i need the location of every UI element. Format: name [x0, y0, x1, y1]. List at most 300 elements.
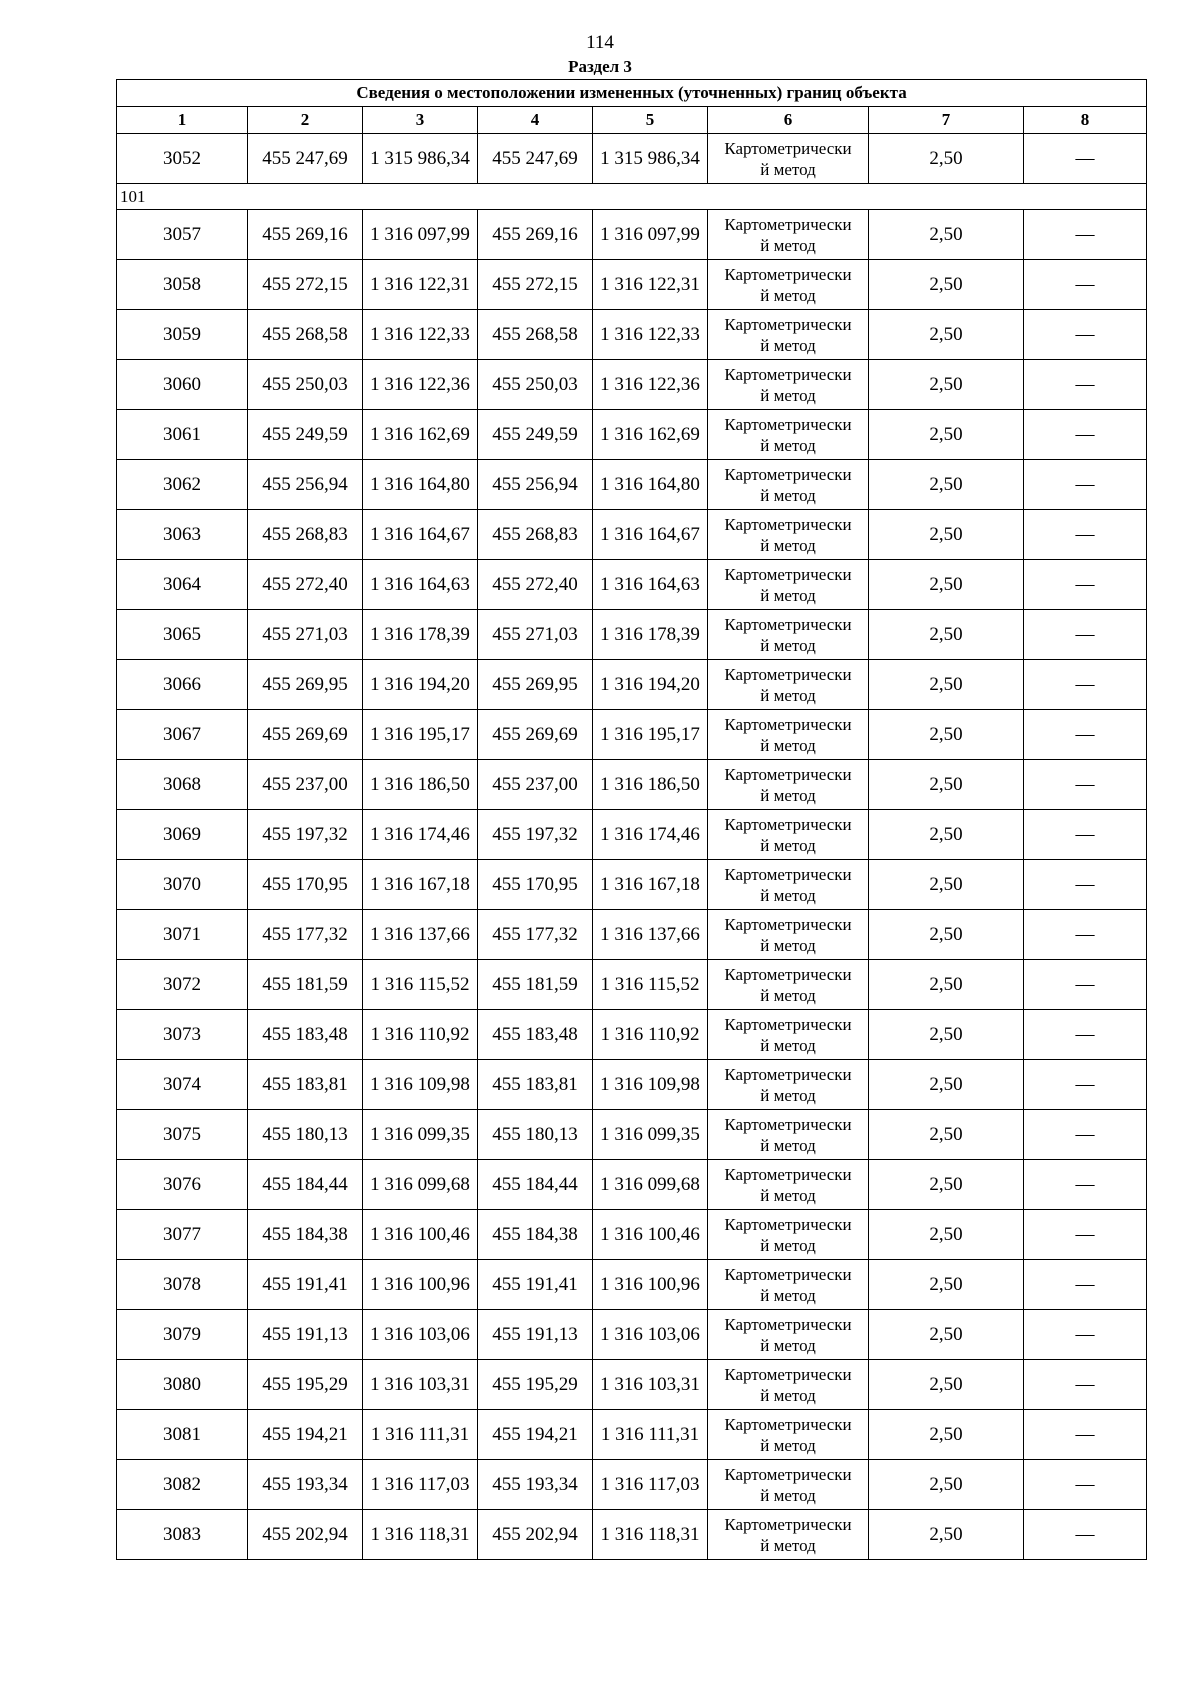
- x-new-cell: 455 250,03: [478, 360, 593, 410]
- method-line-1: Картометрически: [724, 814, 852, 834]
- accuracy-cell: 2,50: [869, 860, 1024, 910]
- table-row: [117, 1510, 1147, 1560]
- column-number: 7: [869, 107, 1024, 134]
- x-old-cell: 455 194,21: [248, 1410, 363, 1460]
- x-new-cell: 455 269,69: [478, 710, 593, 760]
- y-new-cell: 1 316 167,18: [593, 860, 708, 910]
- point-number-cell: 3065: [117, 610, 248, 660]
- y-old-cell: 1 316 162,69: [363, 410, 478, 460]
- x-old-cell: 455 191,13: [248, 1310, 363, 1360]
- accuracy-cell: 2,50: [869, 510, 1024, 560]
- method-cell: [708, 1010, 869, 1060]
- accuracy-cell: 2,50: [869, 1310, 1024, 1360]
- point-number-cell: 3082: [117, 1460, 248, 1510]
- y-old-cell: 1 316 174,46: [363, 810, 478, 860]
- method-line-2: й метод: [760, 1285, 816, 1305]
- accuracy-cell: 2,50: [869, 1510, 1024, 1560]
- x-old-cell: 455 177,32: [248, 910, 363, 960]
- method-line-1: Картометрически: [724, 864, 852, 884]
- method-line-2: й метод: [760, 235, 816, 255]
- note-cell: —: [1024, 1460, 1147, 1510]
- method-line-1: Картометрически: [724, 764, 852, 784]
- point-number-cell: 3069: [117, 810, 248, 860]
- table-row: [117, 510, 1147, 560]
- accuracy-cell: 2,50: [869, 1210, 1024, 1260]
- x-old-cell: 455 272,15: [248, 260, 363, 310]
- note-cell: —: [1024, 1360, 1147, 1410]
- point-number-cell: 3052: [117, 134, 248, 184]
- method-line-1: Картометрически: [724, 314, 852, 334]
- note-cell: —: [1024, 134, 1147, 184]
- x-old-cell: 455 184,38: [248, 1210, 363, 1260]
- table-row: [117, 260, 1147, 310]
- note-cell: —: [1024, 660, 1147, 710]
- point-number-cell: 3080: [117, 1360, 248, 1410]
- y-old-cell: 1 316 118,31: [363, 1510, 478, 1560]
- x-new-cell: 455 195,29: [478, 1360, 593, 1410]
- method-line-2: й метод: [760, 935, 816, 955]
- y-new-cell: 1 316 164,67: [593, 510, 708, 560]
- note-cell: —: [1024, 410, 1147, 460]
- table-row: [117, 910, 1147, 960]
- note-cell: —: [1024, 960, 1147, 1010]
- method-line-1: Картометрически: [724, 1214, 852, 1234]
- method-cell: [708, 610, 869, 660]
- point-number-cell: 3059: [117, 310, 248, 360]
- note-cell: —: [1024, 560, 1147, 610]
- table-row: [117, 1310, 1147, 1360]
- x-old-cell: 455 269,69: [248, 710, 363, 760]
- method-line-2: й метод: [760, 1035, 816, 1055]
- method-cell: [708, 1310, 869, 1360]
- y-new-cell: 1 316 111,31: [593, 1410, 708, 1460]
- note-cell: —: [1024, 1210, 1147, 1260]
- x-old-cell: 455 269,95: [248, 660, 363, 710]
- y-new-cell: 1 316 118,31: [593, 1510, 708, 1560]
- x-old-cell: 455 269,16: [248, 210, 363, 260]
- method-line-1: Картометрически: [724, 564, 852, 584]
- x-old-cell: 455 249,59: [248, 410, 363, 460]
- method-line-1: Картометрически: [724, 1314, 852, 1334]
- x-old-cell: 455 268,58: [248, 310, 363, 360]
- note-cell: —: [1024, 260, 1147, 310]
- y-new-cell: 1 316 122,33: [593, 310, 708, 360]
- method-line-1: Картометрически: [724, 714, 852, 734]
- column-number: 4: [478, 107, 593, 134]
- table-row: [117, 360, 1147, 410]
- y-old-cell: 1 316 117,03: [363, 1460, 478, 1510]
- note-cell: —: [1024, 510, 1147, 560]
- x-new-cell: 455 247,69: [478, 134, 593, 184]
- method-line-1: Картометрически: [724, 1414, 852, 1434]
- point-number-cell: 3060: [117, 360, 248, 410]
- x-old-cell: 455 202,94: [248, 1510, 363, 1560]
- y-old-cell: 1 316 164,67: [363, 510, 478, 560]
- table-body: [117, 134, 1147, 1560]
- table-row: [117, 1360, 1147, 1410]
- point-number-cell: 3062: [117, 460, 248, 510]
- note-cell: —: [1024, 210, 1147, 260]
- point-number-cell: 3079: [117, 1310, 248, 1360]
- point-number-cell: 3083: [117, 1510, 248, 1560]
- y-new-cell: 1 316 178,39: [593, 610, 708, 660]
- accuracy-cell: 2,50: [869, 610, 1024, 660]
- column-number: 6: [708, 107, 869, 134]
- y-new-cell: 1 316 164,63: [593, 560, 708, 610]
- method-line-2: й метод: [760, 485, 816, 505]
- method-cell: [708, 1460, 869, 1510]
- x-old-cell: 455 180,13: [248, 1110, 363, 1160]
- x-new-cell: 455 193,34: [478, 1460, 593, 1510]
- x-new-cell: 455 184,38: [478, 1210, 593, 1260]
- method-cell: [708, 810, 869, 860]
- y-old-cell: 1 316 103,06: [363, 1310, 478, 1360]
- note-cell: —: [1024, 1110, 1147, 1160]
- method-cell: [708, 210, 869, 260]
- point-number-cell: 3078: [117, 1260, 248, 1310]
- method-line-1: Картометрически: [724, 1064, 852, 1084]
- y-old-cell: 1 316 195,17: [363, 710, 478, 760]
- table-row: [117, 960, 1147, 1010]
- y-old-cell: 1 316 100,46: [363, 1210, 478, 1260]
- note-cell: —: [1024, 910, 1147, 960]
- point-number-cell: 3081: [117, 1410, 248, 1460]
- accuracy-cell: 2,50: [869, 310, 1024, 360]
- method-line-1: Картометрически: [724, 664, 852, 684]
- accuracy-cell: 2,50: [869, 1360, 1024, 1410]
- table-row: [117, 710, 1147, 760]
- table-row: [117, 1160, 1147, 1210]
- method-line-2: й метод: [760, 985, 816, 1005]
- note-cell: —: [1024, 1510, 1147, 1560]
- y-old-cell: 1 316 109,98: [363, 1060, 478, 1110]
- method-cell: [708, 1410, 869, 1460]
- method-line-2: й метод: [760, 159, 816, 179]
- y-old-cell: 1 316 099,68: [363, 1160, 478, 1210]
- method-cell: [708, 510, 869, 560]
- method-cell: [708, 1060, 869, 1110]
- table-row: [117, 860, 1147, 910]
- note-cell: —: [1024, 860, 1147, 910]
- method-cell: [708, 1210, 869, 1260]
- note-cell: —: [1024, 710, 1147, 760]
- method-cell: [708, 1510, 869, 1560]
- method-line-1: Картометрически: [724, 414, 852, 434]
- y-new-cell: 1 316 174,46: [593, 810, 708, 860]
- method-cell: [708, 710, 869, 760]
- group-row: [117, 184, 1147, 210]
- x-old-cell: 455 256,94: [248, 460, 363, 510]
- accuracy-cell: 2,50: [869, 560, 1024, 610]
- x-new-cell: 455 177,32: [478, 910, 593, 960]
- column-number: 2: [248, 107, 363, 134]
- y-new-cell: 1 316 097,99: [593, 210, 708, 260]
- point-number-cell: 3075: [117, 1110, 248, 1160]
- accuracy-cell: 2,50: [869, 910, 1024, 960]
- method-line-1: Картометрически: [724, 1264, 852, 1284]
- method-line-2: й метод: [760, 1435, 816, 1455]
- method-line-1: Картометрически: [724, 1364, 852, 1384]
- x-new-cell: 455 194,21: [478, 1410, 593, 1460]
- note-cell: —: [1024, 760, 1147, 810]
- x-new-cell: 455 183,48: [478, 1010, 593, 1060]
- y-old-cell: 1 316 178,39: [363, 610, 478, 660]
- note-cell: —: [1024, 1310, 1147, 1360]
- method-line-2: й метод: [760, 385, 816, 405]
- table-row: [117, 1010, 1147, 1060]
- method-cell: [708, 310, 869, 360]
- method-cell: [708, 410, 869, 460]
- accuracy-cell: 2,50: [869, 660, 1024, 710]
- y-old-cell: 1 316 137,66: [363, 910, 478, 960]
- note-cell: —: [1024, 460, 1147, 510]
- page-number: 114: [586, 32, 614, 53]
- accuracy-cell: 2,50: [869, 134, 1024, 184]
- accuracy-cell: 2,50: [869, 710, 1024, 760]
- x-new-cell: 455 184,44: [478, 1160, 593, 1210]
- x-new-cell: 455 180,13: [478, 1110, 593, 1160]
- accuracy-cell: 2,50: [869, 760, 1024, 810]
- x-new-cell: 455 268,83: [478, 510, 593, 560]
- method-line-1: Картометрически: [724, 1464, 852, 1484]
- table-row: [117, 134, 1147, 184]
- method-cell: [708, 910, 869, 960]
- method-line-1: Картометрически: [724, 138, 852, 158]
- table-row: [117, 1410, 1147, 1460]
- point-number-cell: 3070: [117, 860, 248, 910]
- method-cell: [708, 134, 869, 184]
- y-old-cell: 1 316 167,18: [363, 860, 478, 910]
- note-cell: —: [1024, 1410, 1147, 1460]
- note-cell: —: [1024, 1010, 1147, 1060]
- x-new-cell: 455 269,95: [478, 660, 593, 710]
- note-cell: —: [1024, 810, 1147, 860]
- point-number-cell: 3057: [117, 210, 248, 260]
- column-numbers-row: [117, 107, 1147, 134]
- accuracy-cell: 2,50: [869, 210, 1024, 260]
- y-old-cell: 1 316 122,36: [363, 360, 478, 410]
- y-new-cell: 1 316 100,46: [593, 1210, 708, 1260]
- method-line-1: Картометрически: [724, 1514, 852, 1534]
- method-cell: [708, 960, 869, 1010]
- y-old-cell: 1 316 122,33: [363, 310, 478, 360]
- column-number: 8: [1024, 107, 1147, 134]
- y-new-cell: 1 316 103,31: [593, 1360, 708, 1410]
- accuracy-cell: 2,50: [869, 410, 1024, 460]
- method-cell: [708, 860, 869, 910]
- x-new-cell: 455 249,59: [478, 410, 593, 460]
- x-old-cell: 455 195,29: [248, 1360, 363, 1410]
- y-new-cell: 1 316 186,50: [593, 760, 708, 810]
- accuracy-cell: 2,50: [869, 1260, 1024, 1310]
- x-old-cell: 455 191,41: [248, 1260, 363, 1310]
- note-cell: —: [1024, 610, 1147, 660]
- method-cell: [708, 660, 869, 710]
- note-cell: —: [1024, 1260, 1147, 1310]
- x-new-cell: 455 181,59: [478, 960, 593, 1010]
- point-number-cell: 3063: [117, 510, 248, 560]
- y-new-cell: 1 316 110,92: [593, 1010, 708, 1060]
- note-cell: —: [1024, 360, 1147, 410]
- accuracy-cell: 2,50: [869, 1110, 1024, 1160]
- method-line-1: Картометрически: [724, 514, 852, 534]
- table-row: [117, 1460, 1147, 1510]
- point-number-cell: 3073: [117, 1010, 248, 1060]
- table-row: [117, 310, 1147, 360]
- y-old-cell: 1 316 100,96: [363, 1260, 478, 1310]
- method-line-2: й метод: [760, 1185, 816, 1205]
- x-new-cell: 455 237,00: [478, 760, 593, 810]
- boundary-coordinates-table: [116, 79, 1147, 1560]
- point-number-cell: 3071: [117, 910, 248, 960]
- method-line-2: й метод: [760, 685, 816, 705]
- y-old-cell: 1 316 164,80: [363, 460, 478, 510]
- table-row: [117, 1110, 1147, 1160]
- x-new-cell: 455 197,32: [478, 810, 593, 860]
- method-line-1: Картометрически: [724, 1114, 852, 1134]
- method-line-2: й метод: [760, 1335, 816, 1355]
- y-new-cell: 1 316 195,17: [593, 710, 708, 760]
- y-old-cell: 1 316 110,92: [363, 1010, 478, 1060]
- method-line-2: й метод: [760, 1385, 816, 1405]
- x-new-cell: 455 271,03: [478, 610, 593, 660]
- y-new-cell: 1 316 103,06: [593, 1310, 708, 1360]
- point-number-cell: 3068: [117, 760, 248, 810]
- y-new-cell: 1 316 117,03: [593, 1460, 708, 1510]
- method-line-2: й метод: [760, 535, 816, 555]
- y-new-cell: 1 316 109,98: [593, 1060, 708, 1110]
- x-old-cell: 455 181,59: [248, 960, 363, 1010]
- note-cell: —: [1024, 1060, 1147, 1110]
- y-new-cell: 1 316 099,68: [593, 1160, 708, 1210]
- x-new-cell: 455 272,15: [478, 260, 593, 310]
- x-old-cell: 455 250,03: [248, 360, 363, 410]
- method-cell: [708, 1260, 869, 1310]
- method-cell: [708, 760, 869, 810]
- method-line-2: й метод: [760, 885, 816, 905]
- x-new-cell: 455 191,41: [478, 1260, 593, 1310]
- point-number-cell: 3072: [117, 960, 248, 1010]
- y-new-cell: 1 316 099,35: [593, 1110, 708, 1160]
- section-title: Раздел 3: [568, 57, 632, 76]
- x-new-cell: 455 183,81: [478, 1060, 593, 1110]
- y-new-cell: 1 316 115,52: [593, 960, 708, 1010]
- point-number-cell: 3064: [117, 560, 248, 610]
- table-row: [117, 560, 1147, 610]
- point-number-cell: 3066: [117, 660, 248, 710]
- y-old-cell: 1 316 164,63: [363, 560, 478, 610]
- point-number-cell: 3067: [117, 710, 248, 760]
- group-label: 101: [117, 184, 1147, 210]
- y-new-cell: 1 316 164,80: [593, 460, 708, 510]
- accuracy-cell: 2,50: [869, 360, 1024, 410]
- method-line-2: й метод: [760, 1535, 816, 1555]
- accuracy-cell: 2,50: [869, 460, 1024, 510]
- x-new-cell: 455 269,16: [478, 210, 593, 260]
- table-row: [117, 410, 1147, 460]
- accuracy-cell: 2,50: [869, 1060, 1024, 1110]
- method-line-2: й метод: [760, 735, 816, 755]
- x-new-cell: 455 191,13: [478, 1310, 593, 1360]
- x-old-cell: 455 193,34: [248, 1460, 363, 1510]
- column-number: 1: [117, 107, 248, 134]
- table-row: [117, 760, 1147, 810]
- method-line-1: Картометрически: [724, 264, 852, 284]
- table-row: [117, 460, 1147, 510]
- table-row: [117, 1260, 1147, 1310]
- y-old-cell: 1 316 097,99: [363, 210, 478, 260]
- method-cell: [708, 360, 869, 410]
- method-cell: [708, 1160, 869, 1210]
- method-line-2: й метод: [760, 785, 816, 805]
- method-line-2: й метод: [760, 435, 816, 455]
- method-line-2: й метод: [760, 585, 816, 605]
- y-old-cell: 1 316 194,20: [363, 660, 478, 710]
- accuracy-cell: 2,50: [869, 1410, 1024, 1460]
- x-old-cell: 455 272,40: [248, 560, 363, 610]
- x-new-cell: 455 256,94: [478, 460, 593, 510]
- method-line-2: й метод: [760, 1485, 816, 1505]
- point-number-cell: 3076: [117, 1160, 248, 1210]
- method-line-2: й метод: [760, 285, 816, 305]
- x-old-cell: 455 271,03: [248, 610, 363, 660]
- x-new-cell: 455 202,94: [478, 1510, 593, 1560]
- y-old-cell: 1 315 986,34: [363, 134, 478, 184]
- column-number: 5: [593, 107, 708, 134]
- note-cell: —: [1024, 310, 1147, 360]
- table-caption: Сведения о местоположении измененных (уточненных) границ объекта: [117, 80, 1147, 107]
- y-new-cell: 1 316 137,66: [593, 910, 708, 960]
- method-cell: [708, 460, 869, 510]
- accuracy-cell: 2,50: [869, 1160, 1024, 1210]
- y-new-cell: 1 316 122,31: [593, 260, 708, 310]
- y-old-cell: 1 316 103,31: [363, 1360, 478, 1410]
- method-line-2: й метод: [760, 1085, 816, 1105]
- x-old-cell: 455 183,81: [248, 1060, 363, 1110]
- x-new-cell: 455 272,40: [478, 560, 593, 610]
- x-new-cell: 455 268,58: [478, 310, 593, 360]
- point-number-cell: 3074: [117, 1060, 248, 1110]
- method-line-1: Картометрически: [724, 914, 852, 934]
- point-number-cell: 3058: [117, 260, 248, 310]
- accuracy-cell: 2,50: [869, 260, 1024, 310]
- y-old-cell: 1 316 122,31: [363, 260, 478, 310]
- x-old-cell: 455 170,95: [248, 860, 363, 910]
- method-line-2: й метод: [760, 1235, 816, 1255]
- x-old-cell: 455 268,83: [248, 510, 363, 560]
- y-new-cell: 1 316 122,36: [593, 360, 708, 410]
- accuracy-cell: 2,50: [869, 960, 1024, 1010]
- method-line-1: Картометрически: [724, 964, 852, 984]
- accuracy-cell: 2,50: [869, 1460, 1024, 1510]
- point-number-cell: 3077: [117, 1210, 248, 1260]
- method-line-1: Картометрически: [724, 1164, 852, 1184]
- method-cell: [708, 1360, 869, 1410]
- point-number-cell: 3061: [117, 410, 248, 460]
- method-line-1: Картометрически: [724, 364, 852, 384]
- x-new-cell: 455 170,95: [478, 860, 593, 910]
- x-old-cell: 455 183,48: [248, 1010, 363, 1060]
- table-row: [117, 810, 1147, 860]
- table-row: [117, 610, 1147, 660]
- method-line-1: Картометрически: [724, 1014, 852, 1034]
- table-row: [117, 1060, 1147, 1110]
- y-old-cell: 1 316 115,52: [363, 960, 478, 1010]
- y-new-cell: 1 316 100,96: [593, 1260, 708, 1310]
- method-line-2: й метод: [760, 1135, 816, 1155]
- table-caption-row: [117, 80, 1147, 107]
- method-line-1: Картометрически: [724, 214, 852, 234]
